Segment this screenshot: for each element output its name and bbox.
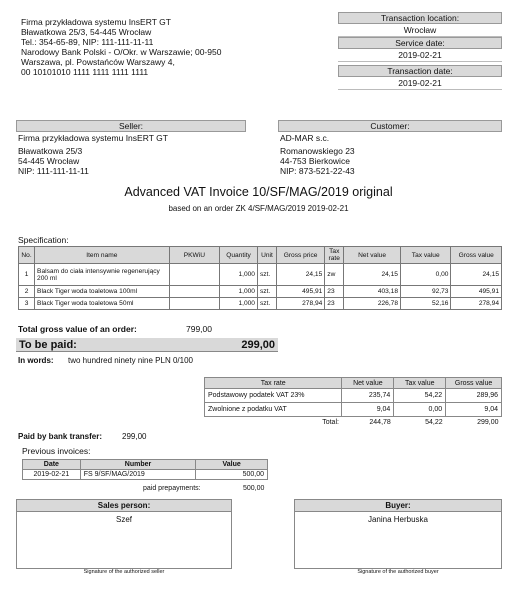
tax-total-row <box>205 417 502 429</box>
previous-invoices-table <box>22 459 268 480</box>
table-row <box>205 389 502 403</box>
row-gross-price: 495,91 <box>276 286 324 298</box>
tax-row-net: 9,04 <box>342 403 394 417</box>
prev-row-date: 2019-02-21 <box>23 470 81 480</box>
prepayments-value: 500,00 <box>243 485 265 492</box>
items-table <box>18 246 502 310</box>
tax-total-net: 244,78 <box>369 419 391 427</box>
tax-summary-table <box>204 377 502 429</box>
col-tax-rate: Tax rate <box>325 247 344 264</box>
prev-header-row <box>23 460 268 470</box>
row-tax-value: 0,00 <box>400 264 450 286</box>
total-gross-label: Total gross value of an order: <box>18 324 137 334</box>
transaction-date-value: 2019-02-21 <box>338 77 502 90</box>
seller-city: 54-445 Wrocław <box>18 156 80 166</box>
row-tax-value: 52,16 <box>400 298 450 310</box>
tax-row-tax: 54,22 <box>394 389 446 403</box>
seller-nip: NIP: 111-111-11-11 <box>18 166 89 176</box>
sales-person-box <box>16 499 232 569</box>
seller-name: Firma przykładowa systemu InsERT GT <box>18 133 168 143</box>
buyer-signature-caption: Signature of the authorized buyer <box>357 569 439 575</box>
row-unit: szt. <box>257 286 276 298</box>
company-phone-nip: Tel.: 354-65-89, NIP: 111-111-11-11 <box>21 37 154 47</box>
table-row <box>19 298 502 310</box>
tax-col-net: Net value <box>342 378 394 389</box>
prev-col-number: Number <box>80 460 196 470</box>
tax-col-rate: Tax rate <box>205 378 342 389</box>
seller-header: Seller: <box>16 120 246 132</box>
service-date-value: 2019-02-21 <box>338 49 502 62</box>
seller-signature-caption: Signature of the authorized seller <box>83 569 165 575</box>
buyer-header: Buyer: <box>295 500 501 512</box>
location-label: Transaction location: <box>338 12 502 24</box>
customer-header: Customer: <box>278 120 502 132</box>
tax-row-gross: 9,04 <box>446 403 502 417</box>
row-gross-price: 278,94 <box>276 298 324 310</box>
buyer-box <box>294 499 502 569</box>
tax-header-row <box>205 378 502 389</box>
previous-invoices-label: Previous invoices: <box>22 446 91 456</box>
row-net-value: 403,18 <box>344 286 401 298</box>
row-gross-value: 278,94 <box>451 298 502 310</box>
total-gross-value: 799,00 <box>186 324 212 334</box>
col-net-value: Net value <box>344 247 401 264</box>
row-net-value: 226,78 <box>344 298 401 310</box>
col-pkwiu: PKWiU <box>169 247 219 264</box>
prev-col-date: Date <box>23 460 81 470</box>
customer-name: AD-MAR s.c. <box>280 133 330 143</box>
invoice-subtitle: based on an order ZK 4/SF/MAG/2019 2019-02-21 <box>168 204 349 213</box>
tax-row-tax: 0,00 <box>394 403 446 417</box>
sales-person-name: Szef <box>115 515 132 524</box>
prepayments-label: paid prepayments: <box>143 485 201 492</box>
location-value: Wrocław <box>338 24 502 37</box>
col-gross-price: Gross price <box>276 247 324 264</box>
row-pkwiu <box>169 286 219 298</box>
row-tax-value: 92,73 <box>400 286 450 298</box>
paid-value: 299,00 <box>122 432 147 441</box>
specification-label: Specification: <box>18 235 69 245</box>
col-gross-value: Gross value <box>451 247 502 264</box>
table-row <box>23 470 268 480</box>
prev-row-value: 500,00 <box>196 470 268 480</box>
customer-nip: NIP: 873-521-22-43 <box>280 166 355 176</box>
row-quantity: 1,000 <box>220 298 258 310</box>
paid-label: Paid by bank transfer: <box>18 432 103 441</box>
row-no: 3 <box>19 298 35 310</box>
tax-total-label: Total: <box>322 419 339 427</box>
company-bank: Narodowy Bank Polski - O/Okr. w Warszawie; 00-950 <box>21 47 222 57</box>
row-gross-value: 495,91 <box>451 286 502 298</box>
row-pkwiu <box>169 298 219 310</box>
row-gross-value: 24,15 <box>451 264 502 286</box>
prev-row-number: FS 9/SF/MAG/2019 <box>80 470 196 480</box>
col-tax-value: Tax value <box>400 247 450 264</box>
row-pkwiu <box>169 264 219 286</box>
buyer-name: Janina Herbuska <box>367 515 429 524</box>
tax-total-tax: 54,22 <box>425 419 443 427</box>
to-be-paid-label: To be paid: <box>19 339 77 351</box>
tax-row-net: 235,74 <box>342 389 394 403</box>
seller-block <box>16 120 246 176</box>
prev-col-value: Value <box>196 460 268 470</box>
col-no: No. <box>19 247 35 264</box>
in-words-value: two hundred ninety nine PLN 0/100 <box>68 356 193 365</box>
customer-block <box>278 120 502 176</box>
row-no: 2 <box>19 286 35 298</box>
tax-row-gross: 289,96 <box>446 389 502 403</box>
tax-total-gross: 299,00 <box>477 419 499 427</box>
col-item-name: Item name <box>35 247 170 264</box>
row-quantity: 1,000 <box>220 286 258 298</box>
row-no: 1 <box>19 264 35 286</box>
company-address: Bławatkowa 25/3, 54-445 Wrocław <box>21 27 152 37</box>
col-unit: Unit <box>257 247 276 264</box>
seller-street: Bławatkowa 25/3 <box>18 146 83 156</box>
row-tax-rate: 23 <box>325 286 344 298</box>
tax-col-gross: Gross value <box>446 378 502 389</box>
items-header-row <box>19 247 502 264</box>
in-words-label: In words: <box>18 356 54 365</box>
company-bank-address: Warszawa, pl. Powstańców Warszawy 4, <box>21 57 175 67</box>
row-item-name: Balsam do ciała intensywnie regenerujący 200 ml <box>35 264 170 286</box>
transaction-date-label: Transaction date: <box>338 65 502 77</box>
customer-street: Romanowskiego 23 <box>280 146 355 156</box>
invoice-title: Advanced VAT Invoice 10/SF/MAG/2019 original <box>124 185 393 199</box>
customer-city: 44-753 Bierkowice <box>280 156 350 166</box>
company-account: 00 10101010 1111 1111 1111 1111 <box>21 67 149 77</box>
row-net-value: 24,15 <box>344 264 401 286</box>
tax-col-tax: Tax value <box>394 378 446 389</box>
row-tax-rate: zw <box>325 264 344 286</box>
row-item-name: Black Tiger woda toaletowa 100ml <box>35 286 170 298</box>
company-name: Firma przykładowa systemu InsERT GT <box>21 17 171 27</box>
table-row <box>19 286 502 298</box>
transaction-info <box>338 12 502 90</box>
row-tax-rate: 23 <box>325 298 344 310</box>
tax-row-rate: Podstawowy podatek VAT 23% <box>205 389 342 403</box>
row-unit: szt. <box>257 264 276 286</box>
tax-row-rate: Zwolnione z podatku VAT <box>205 403 342 417</box>
to-be-paid-value: 299,00 <box>241 339 275 351</box>
company-block <box>21 17 221 77</box>
row-quantity: 1,000 <box>220 264 258 286</box>
table-row <box>205 403 502 417</box>
row-gross-price: 24,15 <box>276 264 324 286</box>
service-date-label: Service date: <box>338 37 502 49</box>
row-unit: szt. <box>257 298 276 310</box>
col-quantity: Quantity <box>220 247 258 264</box>
to-be-paid-bar <box>16 338 278 352</box>
table-row <box>19 264 502 286</box>
sales-person-header: Sales person: <box>17 500 231 512</box>
row-item-name: Black Tiger woda toaletowa 50ml <box>35 298 170 310</box>
